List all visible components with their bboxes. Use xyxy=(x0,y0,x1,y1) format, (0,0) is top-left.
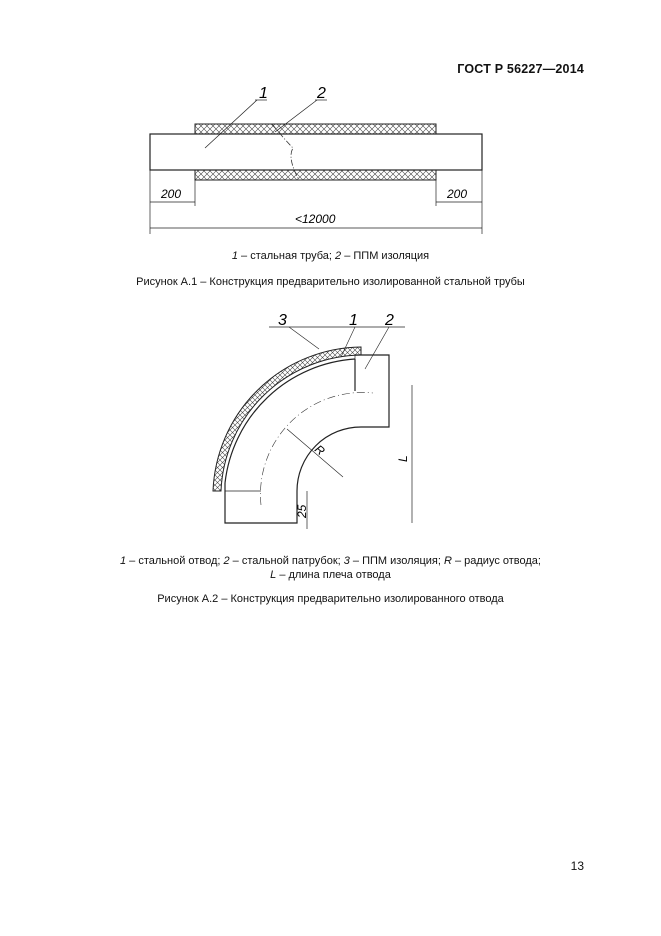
legend2-2-num: 2 xyxy=(223,555,230,567)
legend2-5-num: L xyxy=(270,569,277,581)
legend-1-text: – стальная труба; xyxy=(237,250,336,262)
document-standard-header: ГОСТ Р 56227—2014 xyxy=(457,62,584,76)
callout-2: 2 xyxy=(317,85,326,102)
legend2-2-text: – стальной патрубок; xyxy=(229,555,344,567)
figure-2-legend-line-1 xyxy=(0,554,661,568)
dim-left-label: 200 xyxy=(161,187,182,201)
legend2-1-text: – стальной отвод; xyxy=(126,555,224,567)
legend2-3-text: – ППМ изоляция; xyxy=(349,555,444,567)
elbow-insulation xyxy=(213,347,361,491)
dim-total-label: <12000 xyxy=(295,212,336,226)
figure-2-legend-line-2 xyxy=(0,568,661,582)
end-pipe-vertical xyxy=(355,355,389,427)
figure-1-pipe-drawing xyxy=(135,78,505,240)
insulation-top xyxy=(195,124,436,134)
callout-3: 3 xyxy=(278,312,287,329)
figure-1-legend xyxy=(0,250,661,262)
elbow-outer-wall xyxy=(225,359,355,483)
figure-2-caption: Рисунок А.2 – Конструкция предварительно изолированного отвода xyxy=(157,593,504,605)
page-number: 13 xyxy=(570,859,584,873)
legend2-4-num: R xyxy=(443,555,452,567)
elbow-inner-wall xyxy=(297,427,361,491)
legend2-1-num: 1 xyxy=(120,555,127,567)
figure-2-elbow-drawing xyxy=(205,305,435,545)
callout-1: 1 xyxy=(259,85,268,102)
legend2-4-text: – радиус отвода; xyxy=(451,555,541,567)
legend2-5-text: – длина плеча отвода xyxy=(276,569,391,581)
callout-1-elbow: 1 xyxy=(349,312,358,329)
figure-1-caption: Рисунок А.1 – Конструкция предварительно изолированной стальной трубы xyxy=(136,276,525,288)
leader-3 xyxy=(289,327,319,349)
steel-pipe xyxy=(150,134,482,170)
callout-2-elbow: 2 xyxy=(385,312,394,329)
legend-2-num: 2 xyxy=(335,250,342,262)
legend-1-num: 1 xyxy=(231,250,238,262)
radius-label: R xyxy=(312,442,328,459)
l-label: L xyxy=(396,455,410,462)
legend-2-text: – ППМ изоляция xyxy=(341,250,430,262)
figure-2-legend xyxy=(0,554,661,582)
leader-2-elbow xyxy=(365,327,389,369)
dim-right-label: 200 xyxy=(447,187,468,201)
dim-25-label: 25 xyxy=(295,504,309,518)
insulation-bottom xyxy=(195,170,436,180)
legend2-3-num: 3 xyxy=(343,555,350,567)
